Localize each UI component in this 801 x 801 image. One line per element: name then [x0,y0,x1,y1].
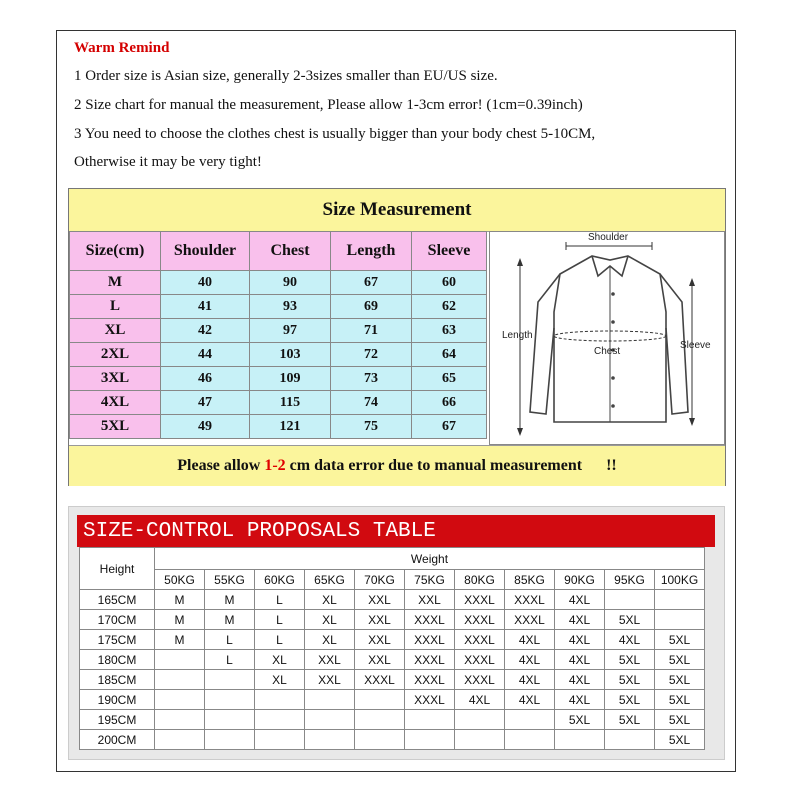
size-recommendation-cell [455,730,505,750]
size-recommendation-cell: 4XL [555,670,605,690]
size-recommendation-cell: XL [255,670,305,690]
size-cell: 3XL [70,367,161,391]
size-recommendation-cell: 5XL [655,730,705,750]
chest-cell: 90 [250,271,331,295]
table-row [70,319,487,343]
size-recommendation-cell [155,670,205,690]
table-row [80,710,705,730]
size-recommendation-cell: XXXL [455,610,505,630]
size-recommendation-cell: M [155,590,205,610]
height-cell: 170CM [80,610,155,630]
chest-label: Chest [594,346,621,357]
size-recommendation-cell: XXXL [505,590,555,610]
size-control-panel [68,506,725,760]
size-recommendation-cell [405,730,455,750]
height-cell: 165CM [80,590,155,610]
size-recommendation-cell: XXL [355,650,405,670]
size-recommendation-cell: M [155,630,205,650]
shoulder-cell: 46 [161,367,250,391]
size-recommendation-cell: 4XL [555,690,605,710]
size-recommendation-cell: M [205,610,255,630]
size-recommendation-cell: 5XL [655,670,705,690]
shoulder-cell: 41 [161,295,250,319]
size-recommendation-cell [155,710,205,730]
height-cell: 180CM [80,650,155,670]
shoulder-cell: 47 [161,391,250,415]
shoulder-label: Shoulder [588,232,629,243]
length-cell: 69 [331,295,412,319]
size-recommendation-cell [605,730,655,750]
length-cell: 72 [331,343,412,367]
shoulder-cell: 49 [161,415,250,439]
table-row [70,367,487,391]
warm-remind-title: Warm Remind [74,40,170,56]
table-row [80,650,705,670]
sleeve-cell: 64 [412,343,487,367]
size-recommendation-cell: XL [305,630,355,650]
size-recommendation-cell: XXXL [405,690,455,710]
height-cell: 190CM [80,690,155,710]
chest-cell: 115 [250,391,331,415]
size-recommendation-cell: XXL [305,650,355,670]
size-recommendation-cell: 4XL [555,590,605,610]
size-recommendation-cell: 5XL [605,690,655,710]
chest-cell: 109 [250,367,331,391]
size-recommendation-cell: XXXL [355,670,405,690]
size-recommendation-cell [505,730,555,750]
header-cell: Chest [250,232,331,271]
note-text: Please allow [177,457,265,474]
header-cell: Length [331,232,412,271]
size-recommendation-cell [655,590,705,610]
size-recommendation-cell: 4XL [555,630,605,650]
chest-cell: 103 [250,343,331,367]
size-recommendation-cell [355,710,405,730]
size-recommendation-cell [305,730,355,750]
height-header: Height [80,548,155,590]
size-recommendation-cell: XXL [405,590,455,610]
weight-column-header: 70KG [355,570,405,590]
weight-values-row [80,570,705,590]
chest-cell: 93 [250,295,331,319]
size-recommendation-cell [205,730,255,750]
size-recommendation-cell: 4XL [505,650,555,670]
weight-header: Weight [155,548,705,570]
size-recommendation-cell: L [255,630,305,650]
weight-column-header: 65KG [305,570,355,590]
size-cell: 5XL [70,415,161,439]
weight-header-row [80,548,705,570]
size-recommendation-cell: XXXL [455,670,505,690]
table-row [80,730,705,750]
size-recommendation-cell: L [205,630,255,650]
table-row [80,670,705,690]
size-recommendation-cell: 4XL [555,610,605,630]
size-recommendation-cell: XL [305,610,355,630]
size-recommendation-cell: 5XL [605,610,655,630]
header-cell: Sleeve [412,232,487,271]
size-recommendation-cell: XXL [305,670,355,690]
length-cell: 67 [331,271,412,295]
remind-line-1: 1 Order size is Asian size, generally 2-3sizes smaller than EU/US size. [74,68,498,84]
size-recommendation-cell: L [255,610,305,630]
size-control-table [79,547,705,750]
size-recommendation-cell: 4XL [505,670,555,690]
size-recommendation-cell [355,690,405,710]
height-cell: 195CM [80,710,155,730]
sleeve-cell: 63 [412,319,487,343]
height-cell: 200CM [80,730,155,750]
shirt-diagram [489,231,725,445]
size-recommendation-cell [305,710,355,730]
size-recommendation-cell: XXXL [405,610,455,630]
height-cell: 175CM [80,630,155,650]
sleeve-cell: 67 [412,415,487,439]
size-recommendation-cell: 5XL [605,710,655,730]
weight-column-header: 50KG [155,570,205,590]
table-row [70,271,487,295]
size-recommendation-cell: 5XL [555,710,605,730]
size-recommendation-cell [605,590,655,610]
table-row [80,690,705,710]
size-recommendation-cell: 5XL [655,630,705,650]
size-cell: L [70,295,161,319]
header-cell: Shoulder [161,232,250,271]
size-recommendation-cell: 4XL [455,690,505,710]
size-recommendation-cell: 5XL [605,670,655,690]
remind-line-2: 2 Size chart for manual the measurement, Please allow 1-3cm error! (1cm=0.39inch) [74,97,583,113]
measurement-note [69,445,725,486]
size-recommendation-cell [155,730,205,750]
size-recommendation-cell: 5XL [655,690,705,710]
weight-column-header: 55KG [205,570,255,590]
table-row [80,630,705,650]
size-cell: 2XL [70,343,161,367]
size-recommendation-cell: L [205,650,255,670]
size-recommendation-cell: M [155,610,205,630]
sleeve-cell: 62 [412,295,487,319]
note-error-range: 1-2 [264,457,286,474]
length-cell: 74 [331,391,412,415]
table-row [80,590,705,610]
weight-column-header: 100KG [655,570,705,590]
size-recommendation-cell [205,710,255,730]
size-recommendation-cell [155,650,205,670]
size-recommendation-cell [305,690,355,710]
size-recommendation-cell: XXXL [505,610,555,630]
size-recommendation-cell [405,710,455,730]
size-recommendation-cell [255,730,305,750]
size-control-title: SIZE-CONTROL PROPOSALS TABLE [77,515,715,547]
weight-column-header: 85KG [505,570,555,590]
table-row [70,295,487,319]
size-recommendation-cell: XXXL [405,630,455,650]
height-cell: 185CM [80,670,155,690]
table-row [70,415,487,439]
remind-line-3: 3 You need to choose the clothes chest is usually bigger than your body chest 5-10CM, [74,126,596,142]
size-recommendation-cell: 4XL [505,690,555,710]
table-row [70,343,487,367]
size-measurement-table [69,231,487,439]
size-recommendation-cell: XL [305,590,355,610]
sleeve-cell: 60 [412,271,487,295]
table-header-row [70,232,487,271]
size-recommendation-cell [205,690,255,710]
weight-column-header: 60KG [255,570,305,590]
chest-cell: 121 [250,415,331,439]
size-recommendation-cell: M [205,590,255,610]
size-recommendation-cell: 4XL [605,630,655,650]
size-recommendation-cell [655,610,705,630]
weight-column-header: 80KG [455,570,505,590]
size-recommendation-cell [555,730,605,750]
size-recommendation-cell: XXXL [455,630,505,650]
size-recommendation-cell: 4XL [505,630,555,650]
shoulder-cell: 42 [161,319,250,343]
length-cell: 75 [331,415,412,439]
size-measurement-title: Size Measurement [69,189,725,232]
length-cell: 73 [331,367,412,391]
size-recommendation-cell: L [255,590,305,610]
size-recommendation-cell: XXXL [405,670,455,690]
note-text-end: cm data error due to manual measurement !! [285,457,617,474]
weight-column-header: 95KG [605,570,655,590]
remind-line-4: Otherwise it may be very tight! [74,154,262,170]
size-recommendation-cell: XXXL [455,590,505,610]
sleeve-cell: 65 [412,367,487,391]
size-recommendation-cell [205,670,255,690]
sleeve-cell: 66 [412,391,487,415]
table-row [70,391,487,415]
size-recommendation-cell: XXL [355,590,405,610]
size-recommendation-cell: 5XL [655,650,705,670]
size-cell: XL [70,319,161,343]
size-recommendation-cell: XXXL [455,650,505,670]
weight-column-header: 90KG [555,570,605,590]
size-cell: 4XL [70,391,161,415]
size-recommendation-cell [505,710,555,730]
size-recommendation-cell [255,690,305,710]
size-measurement-panel [68,188,726,486]
header-cell: Size(cm) [70,232,161,271]
chest-cell: 97 [250,319,331,343]
size-recommendation-cell [155,690,205,710]
size-recommendation-cell [255,710,305,730]
sleeve-label: Sleeve [680,340,711,351]
size-recommendation-cell: XXL [355,630,405,650]
size-recommendation-cell [455,710,505,730]
weight-column-header: 75KG [405,570,455,590]
size-cell: M [70,271,161,295]
size-recommendation-cell: 5XL [655,710,705,730]
size-recommendation-cell: XXL [355,610,405,630]
shoulder-cell: 40 [161,271,250,295]
size-recommendation-cell: 5XL [605,650,655,670]
table-row [80,610,705,630]
length-cell: 71 [331,319,412,343]
size-recommendation-cell [355,730,405,750]
shoulder-cell: 44 [161,343,250,367]
size-recommendation-cell: XL [255,650,305,670]
length-label: Length [502,330,533,341]
size-recommendation-cell: 4XL [555,650,605,670]
size-recommendation-cell: XXXL [405,650,455,670]
